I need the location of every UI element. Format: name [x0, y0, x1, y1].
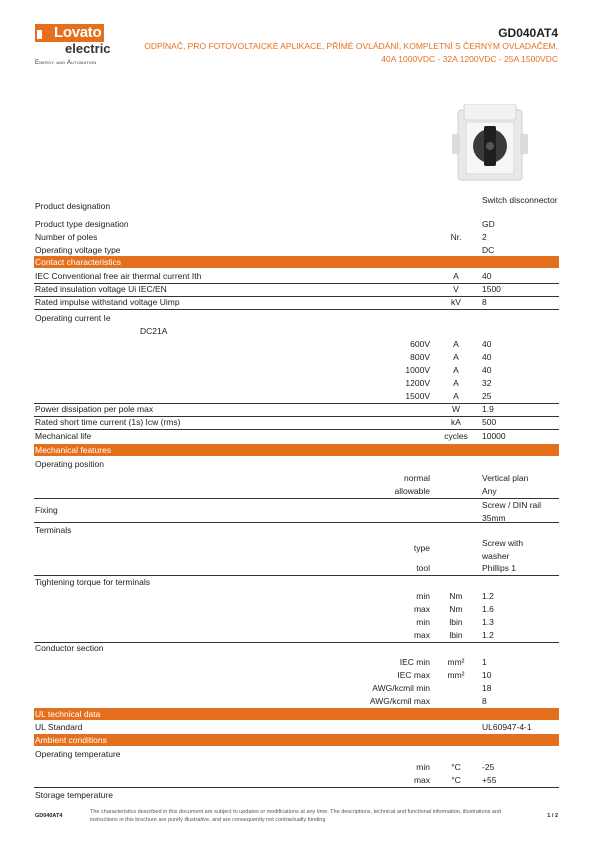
row-uimp: [34, 297, 559, 310]
logo-word: Lovato: [53, 24, 104, 42]
row-label: Operating current Ie: [35, 313, 111, 323]
row-fixing: [34, 499, 559, 523]
row-value: 40: [482, 365, 492, 375]
row-label: Operating position: [35, 459, 104, 469]
row-label: Power dissipation per pole max: [35, 404, 154, 414]
row-optemp-max: [34, 775, 559, 788]
row-value: 1.6: [482, 604, 494, 614]
row-unit: V: [453, 284, 459, 294]
row-value: 1.3: [482, 617, 494, 627]
row-unit: lbin: [449, 630, 463, 640]
row-sub: max: [413, 604, 430, 614]
row-label: UL Standard: [35, 722, 83, 732]
row-icw: [34, 417, 559, 430]
footer-code: GD040AT4: [35, 813, 63, 819]
row-unit: A: [453, 339, 459, 349]
row-unit: kV: [451, 297, 461, 307]
row-unit: A: [453, 391, 459, 401]
product-description: ODPÍNAČ, PRO FOTOVOLTAICKÉ APLIKACE, PŘÍMÉ OVLÁDÁNÍ, KOMPLETNÍ S ČERNÝM OVLADAČEM, 40A 1000VDC - 32A 1200VDC - 25A 1500VDC: [144, 41, 558, 64]
page-number: 1 / 2: [547, 813, 558, 819]
row-sub: AWG/kcmil min: [372, 683, 430, 693]
row-label: Product designation: [35, 201, 111, 211]
row-value: Screw with washer: [482, 538, 524, 561]
row-unit: Nm: [449, 591, 463, 601]
row-value: 1.2: [482, 591, 494, 601]
row-label: DC21A: [140, 326, 168, 336]
section-mechanical-features: Mechanical features: [34, 444, 559, 456]
row-value: 40: [482, 339, 492, 349]
row-sub: 800V: [410, 352, 430, 362]
row-value: Vertical plan: [482, 473, 529, 483]
row-label: Mechanical life: [35, 431, 92, 441]
row-unit: A: [453, 271, 459, 281]
row-sub: 1000V: [405, 365, 430, 375]
logo-sub: electric: [65, 41, 111, 56]
section-contact-characteristics: Contact characteristics: [34, 256, 559, 268]
row-label: IEC Conventional free air thermal current Ith: [35, 271, 202, 281]
row-sub: 1500V: [405, 391, 430, 401]
row-sub: min: [416, 591, 430, 601]
row-value: 1.9: [482, 404, 494, 414]
row-value: +55: [482, 775, 497, 785]
row-value: 32: [482, 378, 492, 388]
row-torque-max-lbin: [34, 630, 559, 643]
row-position-allowable: [34, 486, 559, 499]
row-value: Screw / DIN rail 35mm: [482, 500, 542, 523]
row-unit: W: [451, 404, 461, 414]
row-value: 10000: [482, 431, 506, 441]
row-unit: A: [453, 378, 459, 388]
row-label: Storage temperature: [35, 790, 113, 800]
row-label: Terminals: [35, 525, 72, 535]
footer-disclaimer: The characteristics described in this document are subject to updates or modifications at any time. The descriptions, technical and functional information, illustrations and instructions in this brochure are purely illustrative, and are consequently not contractually binding: [90, 809, 502, 823]
row-value: -25: [482, 762, 495, 772]
row-label: Fixing: [35, 505, 58, 515]
row-ui: [34, 284, 559, 297]
row-unit: lbin: [449, 617, 463, 627]
row-value: 1.2: [482, 630, 494, 640]
row-value: GD: [482, 219, 495, 229]
row-value: 1: [482, 657, 487, 667]
row-value: DC: [482, 245, 495, 255]
row-sub: AWG/kcmil max: [369, 696, 430, 706]
row-sub: IEC max: [397, 670, 430, 680]
row-label: Conductor section: [35, 643, 104, 653]
row-sub: normal: [404, 473, 430, 483]
row-value: 500: [482, 417, 497, 427]
row-value: 40: [482, 352, 492, 362]
row-value: Phillips 1: [482, 563, 517, 573]
row-ith: [34, 271, 559, 284]
tagline: Energy and Automation: [35, 60, 97, 66]
row-value: UL60947-4-1: [482, 722, 532, 732]
row-sub: 1200V: [405, 378, 430, 388]
row-sub: tool: [416, 563, 430, 573]
row-value: 25: [482, 391, 492, 401]
row-value: 8: [482, 297, 487, 307]
row-unit: Nm: [449, 604, 463, 614]
row-sub: allowable: [394, 486, 430, 496]
row-value: 1500: [482, 284, 501, 294]
row-unit: A: [453, 365, 459, 375]
logo-mark-icon: [35, 24, 53, 42]
row-value: 2: [482, 232, 487, 242]
row-unit: A: [453, 352, 459, 362]
section-ul-technical-data: UL technical data: [34, 708, 559, 720]
row-label: Number of poles: [35, 232, 98, 242]
row-label: Operating voltage type: [35, 245, 121, 255]
row-value: 10: [482, 670, 492, 680]
row-value: Switch disconnector: [482, 195, 558, 205]
product-photo: [452, 104, 528, 184]
row-sub: max: [413, 775, 430, 785]
row-label: Tightening torque for terminals: [35, 577, 150, 587]
row-current-1500v: [34, 391, 559, 404]
row-sub: 600V: [410, 339, 430, 349]
row-label: Rated insulation voltage Ui IEC/EN: [35, 284, 167, 294]
row-label: Product type designation: [35, 219, 129, 229]
row-unit: °C: [451, 762, 461, 772]
row-value: 40: [482, 271, 492, 281]
lovato-logo: [35, 24, 120, 66]
row-sub: max: [413, 630, 430, 640]
row-label: Rated short time current (1s) Icw (rms): [35, 417, 181, 427]
row-label: Operating temperature: [35, 749, 121, 759]
row-value: 8: [482, 696, 487, 706]
row-unit: °C: [451, 775, 461, 785]
row-sub: type: [413, 543, 430, 553]
row-sub: min: [416, 617, 430, 627]
row-unit: cycles: [444, 431, 468, 441]
product-code: GD040AT4: [498, 26, 558, 40]
row-sub: IEC min: [399, 657, 430, 667]
section-ambient-conditions: Ambient conditions: [34, 734, 559, 746]
row-value: 18: [482, 683, 492, 693]
row-power-dissipation: [34, 404, 559, 417]
row-sub: min: [416, 762, 430, 772]
row-unit: mm²: [447, 657, 465, 667]
row-value: Any: [482, 486, 497, 496]
row-unit: Nr.: [450, 232, 462, 242]
row-terminal-type: [34, 537, 559, 563]
row-unit: kA: [451, 417, 461, 427]
row-terminal-tool: [34, 563, 559, 576]
row-unit: mm²: [447, 670, 465, 680]
row-label: Rated impulse withstand voltage Uimp: [35, 297, 180, 307]
